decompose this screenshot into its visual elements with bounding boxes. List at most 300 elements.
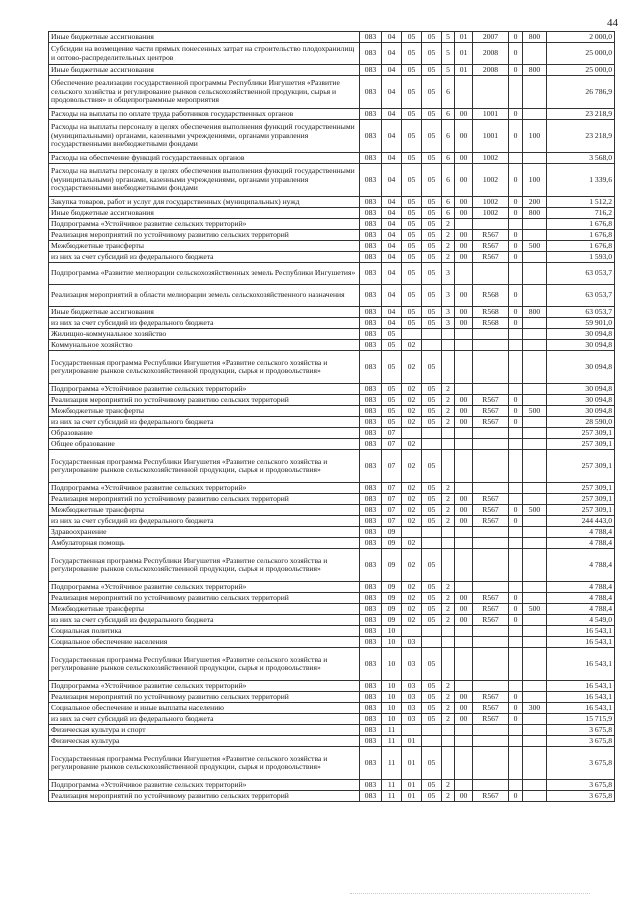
code-ministry: 083 bbox=[360, 538, 382, 549]
code-subsection: 05 bbox=[402, 164, 422, 197]
code-expense-type bbox=[523, 439, 547, 450]
code-program: 05 bbox=[422, 241, 442, 252]
code-subprogram: 3 bbox=[442, 318, 455, 329]
code-event: R567 bbox=[473, 593, 509, 604]
row-name: Иные бюджетные ассигнования bbox=[49, 32, 360, 43]
row-amount: 257 309,1 bbox=[547, 483, 615, 494]
row-name: Расходы на выплаты по оплате труда работников государственных органов bbox=[49, 109, 360, 120]
row-amount: 3 675,8 bbox=[547, 725, 615, 736]
code-event-suffix: 0 bbox=[509, 65, 523, 76]
code-event-group: 00 bbox=[455, 318, 473, 329]
code-event-suffix bbox=[509, 439, 523, 450]
code-event-suffix: 0 bbox=[509, 208, 523, 219]
code-subprogram bbox=[442, 340, 455, 351]
code-subprogram: 2 bbox=[442, 703, 455, 714]
code-expense-type bbox=[523, 637, 547, 648]
code-subsection bbox=[402, 725, 422, 736]
code-ministry: 083 bbox=[360, 307, 382, 318]
code-subprogram: 6 bbox=[442, 208, 455, 219]
row-amount: 4 788,4 bbox=[547, 582, 615, 593]
page-bottom-edge bbox=[350, 893, 590, 900]
code-expense-type bbox=[523, 494, 547, 505]
code-event bbox=[473, 384, 509, 395]
code-event-suffix bbox=[509, 76, 523, 109]
code-event bbox=[473, 450, 509, 483]
code-expense-type bbox=[523, 714, 547, 725]
code-event-group bbox=[455, 780, 473, 791]
code-ministry: 083 bbox=[360, 318, 382, 329]
row-name: Обеспечение реализации государственной программы Республики Ингушетия «Развитие сельского хозяйства и регулирование рынков сельскохозяйственной продукции, сырья и продовольствия» и общепрограммные мероприятия bbox=[49, 76, 360, 109]
code-event-group: 00 bbox=[455, 120, 473, 153]
code-program: 05 bbox=[422, 197, 442, 208]
code-ministry: 083 bbox=[360, 439, 382, 450]
code-event-group: 00 bbox=[455, 593, 473, 604]
table-row bbox=[49, 505, 615, 516]
code-event-suffix bbox=[509, 494, 523, 505]
code-event-group: 00 bbox=[455, 604, 473, 615]
code-program: 05 bbox=[422, 780, 442, 791]
code-subsection: 05 bbox=[402, 230, 422, 241]
code-program bbox=[422, 340, 442, 351]
code-event-group bbox=[455, 428, 473, 439]
code-event-group: 00 bbox=[455, 197, 473, 208]
code-ministry: 083 bbox=[360, 351, 382, 384]
table-row bbox=[49, 406, 615, 417]
code-event-group bbox=[455, 681, 473, 692]
code-event-group: 00 bbox=[455, 714, 473, 725]
budget-table-body bbox=[49, 32, 615, 802]
code-subprogram: 6 bbox=[442, 76, 455, 109]
code-event: R567 bbox=[473, 505, 509, 516]
code-subsection: 05 bbox=[402, 197, 422, 208]
row-name: Иные бюджетные ассигнования bbox=[49, 208, 360, 219]
code-event-group: 00 bbox=[455, 516, 473, 527]
row-amount: 30 094,8 bbox=[547, 340, 615, 351]
code-ministry: 083 bbox=[360, 417, 382, 428]
code-expense-type bbox=[523, 450, 547, 483]
code-event-group: 00 bbox=[455, 615, 473, 626]
row-amount: 16 543,1 bbox=[547, 681, 615, 692]
code-event-suffix: 0 bbox=[509, 516, 523, 527]
row-name: Расходы на выплаты персоналу в целях обеспечения выполнения функций государственными (муниципальными) органами, казенными учреждениями, органами управления государственными внебюджетными фондами bbox=[49, 120, 360, 153]
code-ministry: 083 bbox=[360, 494, 382, 505]
row-name: из них за счет субсидий из федерального бюджета bbox=[49, 615, 360, 626]
table-row bbox=[49, 32, 615, 43]
code-event: R567 bbox=[473, 714, 509, 725]
code-program: 05 bbox=[422, 615, 442, 626]
code-event-group: 01 bbox=[455, 65, 473, 76]
table-row bbox=[49, 428, 615, 439]
code-section: 04 bbox=[382, 43, 402, 65]
code-ministry: 083 bbox=[360, 406, 382, 417]
row-amount: 4 549,0 bbox=[547, 615, 615, 626]
code-ministry: 083 bbox=[360, 549, 382, 582]
code-program bbox=[422, 428, 442, 439]
row-name: Реализация мероприятий в области мелиорации земель сельскохозяйственного назначения bbox=[49, 285, 360, 307]
code-section: 10 bbox=[382, 692, 402, 703]
table-row bbox=[49, 549, 615, 582]
code-subprogram bbox=[442, 648, 455, 681]
code-subprogram bbox=[442, 428, 455, 439]
code-section: 05 bbox=[382, 417, 402, 428]
code-event-group: 00 bbox=[455, 703, 473, 714]
code-event-suffix bbox=[509, 351, 523, 384]
code-subsection: 05 bbox=[402, 153, 422, 164]
code-event-suffix bbox=[509, 384, 523, 395]
code-program: 05 bbox=[422, 285, 442, 307]
code-event-suffix bbox=[509, 725, 523, 736]
table-row bbox=[49, 582, 615, 593]
code-event-suffix bbox=[509, 263, 523, 285]
row-name: Государственная программа Республики Ингушетия «Развитие сельского хозяйства и регулирование рынков сельскохозяйственной продукции, сырья и продовольствия» bbox=[49, 747, 360, 780]
code-section: 05 bbox=[382, 395, 402, 406]
code-section: 10 bbox=[382, 681, 402, 692]
code-program: 05 bbox=[422, 549, 442, 582]
code-section: 04 bbox=[382, 285, 402, 307]
code-subprogram bbox=[442, 725, 455, 736]
table-row bbox=[49, 516, 615, 527]
code-program: 05 bbox=[422, 791, 442, 802]
code-ministry: 083 bbox=[360, 263, 382, 285]
code-subprogram: 3 bbox=[442, 307, 455, 318]
code-subsection: 02 bbox=[402, 439, 422, 450]
code-expense-type: 800 bbox=[523, 65, 547, 76]
code-event-suffix: 0 bbox=[509, 593, 523, 604]
code-subsection: 02 bbox=[402, 450, 422, 483]
code-subsection: 05 bbox=[402, 219, 422, 230]
code-subprogram: 2 bbox=[442, 516, 455, 527]
table-row bbox=[49, 527, 615, 538]
row-name: Амбулаторная помощь bbox=[49, 538, 360, 549]
table-row bbox=[49, 76, 615, 109]
page-number: 44 bbox=[607, 17, 618, 29]
row-name: Физическая культура и спорт bbox=[49, 725, 360, 736]
code-subsection: 05 bbox=[402, 307, 422, 318]
code-event: R567 bbox=[473, 791, 509, 802]
code-event-suffix: 0 bbox=[509, 32, 523, 43]
row-amount: 4 788,4 bbox=[547, 527, 615, 538]
code-subsection: 05 bbox=[402, 76, 422, 109]
code-expense-type bbox=[523, 791, 547, 802]
code-program: 05 bbox=[422, 417, 442, 428]
code-subsection: 05 bbox=[402, 208, 422, 219]
code-event-group: 00 bbox=[455, 164, 473, 197]
budget-table bbox=[48, 31, 615, 802]
table-row bbox=[49, 615, 615, 626]
row-amount: 16 543,1 bbox=[547, 703, 615, 714]
code-expense-type bbox=[523, 76, 547, 109]
code-program: 05 bbox=[422, 747, 442, 780]
code-section: 10 bbox=[382, 703, 402, 714]
code-expense-type bbox=[523, 516, 547, 527]
code-expense-type bbox=[523, 428, 547, 439]
code-event-suffix: 0 bbox=[509, 164, 523, 197]
code-section: 04 bbox=[382, 32, 402, 43]
row-amount: 16 543,1 bbox=[547, 626, 615, 637]
row-name: Подпрограмма «Устойчивое развитие сельских территорий» bbox=[49, 681, 360, 692]
table-row bbox=[49, 626, 615, 637]
code-event: 1002 bbox=[473, 153, 509, 164]
code-event bbox=[473, 483, 509, 494]
code-event-group: 00 bbox=[455, 208, 473, 219]
code-event bbox=[473, 76, 509, 109]
code-subprogram: 2 bbox=[442, 494, 455, 505]
code-section: 04 bbox=[382, 208, 402, 219]
code-event-suffix bbox=[509, 428, 523, 439]
code-event: R568 bbox=[473, 285, 509, 307]
code-event bbox=[473, 219, 509, 230]
row-name: Физическая культура bbox=[49, 736, 360, 747]
table-row bbox=[49, 43, 615, 65]
code-event-group bbox=[455, 76, 473, 109]
row-name: Реализация мероприятий по устойчивому развитию сельских территорий bbox=[49, 593, 360, 604]
code-program bbox=[422, 736, 442, 747]
code-subprogram: 2 bbox=[442, 604, 455, 615]
code-ministry: 083 bbox=[360, 329, 382, 340]
code-subsection: 02 bbox=[402, 505, 422, 516]
code-ministry: 083 bbox=[360, 65, 382, 76]
code-subprogram bbox=[442, 439, 455, 450]
code-event bbox=[473, 780, 509, 791]
code-section: 04 bbox=[382, 65, 402, 76]
code-expense-type bbox=[523, 549, 547, 582]
code-event: R567 bbox=[473, 494, 509, 505]
row-name: из них за счет субсидий из федерального бюджета bbox=[49, 516, 360, 527]
code-subprogram: 2 bbox=[442, 791, 455, 802]
code-event-group bbox=[455, 219, 473, 230]
code-expense-type bbox=[523, 252, 547, 263]
row-name: Иные бюджетные ассигнования bbox=[49, 307, 360, 318]
code-program: 05 bbox=[422, 384, 442, 395]
code-program: 05 bbox=[422, 32, 442, 43]
row-name: Государственная программа Республики Ингушетия «Развитие сельского хозяйства и регулирование рынков сельскохозяйственной продукции, сырья и продовольствия» bbox=[49, 549, 360, 582]
code-event-suffix bbox=[509, 549, 523, 582]
code-subsection: 01 bbox=[402, 747, 422, 780]
table-row bbox=[49, 109, 615, 120]
code-program: 05 bbox=[422, 263, 442, 285]
code-ministry: 083 bbox=[360, 703, 382, 714]
code-program: 05 bbox=[422, 351, 442, 384]
row-amount: 25 000,0 bbox=[547, 43, 615, 65]
code-expense-type bbox=[523, 527, 547, 538]
code-subprogram bbox=[442, 549, 455, 582]
code-expense-type bbox=[523, 285, 547, 307]
code-event: R567 bbox=[473, 406, 509, 417]
code-event-suffix: 0 bbox=[509, 395, 523, 406]
row-name: Расходы на выплаты персоналу в целях обеспечения выполнения функций государственными (муниципальными) органами, казенными учреждениями, органами управления государственными внебюджетными фондами bbox=[49, 164, 360, 197]
code-event-suffix: 0 bbox=[509, 703, 523, 714]
code-ministry: 083 bbox=[360, 43, 382, 65]
code-event bbox=[473, 637, 509, 648]
row-name: Подпрограмма «Развитие мелиорации сельскохозяйственных земель Республики Ингушетия» bbox=[49, 263, 360, 285]
code-subsection: 02 bbox=[402, 516, 422, 527]
code-event-group: 00 bbox=[455, 307, 473, 318]
code-event-suffix: 0 bbox=[509, 285, 523, 307]
code-program: 05 bbox=[422, 109, 442, 120]
row-name: Коммунальное хозяйство bbox=[49, 340, 360, 351]
code-section: 10 bbox=[382, 648, 402, 681]
code-subsection bbox=[402, 329, 422, 340]
code-section: 07 bbox=[382, 439, 402, 450]
row-amount: 1 512,2 bbox=[547, 197, 615, 208]
table-row bbox=[49, 593, 615, 604]
code-subsection: 05 bbox=[402, 241, 422, 252]
code-subsection bbox=[402, 428, 422, 439]
code-section: 09 bbox=[382, 527, 402, 538]
code-subprogram: 2 bbox=[442, 505, 455, 516]
code-program: 05 bbox=[422, 582, 442, 593]
code-program: 05 bbox=[422, 681, 442, 692]
code-event bbox=[473, 648, 509, 681]
code-expense-type bbox=[523, 681, 547, 692]
code-event-group bbox=[455, 340, 473, 351]
row-name: Расходы на обеспечение функций государственных органов bbox=[49, 153, 360, 164]
code-event bbox=[473, 582, 509, 593]
code-expense-type bbox=[523, 351, 547, 384]
row-name: Межбюджетные трансферты bbox=[49, 406, 360, 417]
row-name: Иные бюджетные ассигнования bbox=[49, 65, 360, 76]
code-subprogram: 6 bbox=[442, 164, 455, 197]
code-section: 07 bbox=[382, 483, 402, 494]
code-event-group bbox=[455, 329, 473, 340]
code-ministry: 083 bbox=[360, 593, 382, 604]
table-row bbox=[49, 714, 615, 725]
row-name: Государственная программа Республики Ингушетия «Развитие сельского хозяйства и регулирование рынков сельскохозяйственной продукции, сырья и продовольствия» bbox=[49, 648, 360, 681]
code-section: 09 bbox=[382, 582, 402, 593]
code-subprogram: 5 bbox=[442, 32, 455, 43]
code-ministry: 083 bbox=[360, 428, 382, 439]
code-program: 05 bbox=[422, 593, 442, 604]
code-section: 07 bbox=[382, 494, 402, 505]
code-subprogram bbox=[442, 736, 455, 747]
table-row bbox=[49, 153, 615, 164]
row-name: Жилищно-коммунальное хозяйство bbox=[49, 329, 360, 340]
row-amount: 16 543,1 bbox=[547, 637, 615, 648]
table-row bbox=[49, 736, 615, 747]
code-section: 05 bbox=[382, 406, 402, 417]
row-amount: 59 901,0 bbox=[547, 318, 615, 329]
code-subsection: 02 bbox=[402, 395, 422, 406]
code-subprogram: 5 bbox=[442, 43, 455, 65]
code-program: 05 bbox=[422, 692, 442, 703]
code-subsection: 02 bbox=[402, 351, 422, 384]
code-program: 05 bbox=[422, 483, 442, 494]
table-row bbox=[49, 538, 615, 549]
code-section: 04 bbox=[382, 263, 402, 285]
table-row bbox=[49, 65, 615, 76]
table-row bbox=[49, 340, 615, 351]
code-expense-type: 200 bbox=[523, 197, 547, 208]
row-amount: 1 676,8 bbox=[547, 230, 615, 241]
code-subsection: 03 bbox=[402, 681, 422, 692]
code-subprogram bbox=[442, 747, 455, 780]
code-event-suffix bbox=[509, 648, 523, 681]
code-event-group bbox=[455, 626, 473, 637]
code-event-suffix: 0 bbox=[509, 318, 523, 329]
row-name: Социальное обеспечение населения bbox=[49, 637, 360, 648]
row-name: Подпрограмма «Устойчивое развитие сельских территорий» bbox=[49, 483, 360, 494]
code-subprogram: 2 bbox=[442, 406, 455, 417]
table-row bbox=[49, 780, 615, 791]
code-ministry: 083 bbox=[360, 648, 382, 681]
code-ministry: 083 bbox=[360, 714, 382, 725]
row-amount: 257 309,1 bbox=[547, 439, 615, 450]
code-subprogram: 2 bbox=[442, 593, 455, 604]
table-row bbox=[49, 648, 615, 681]
code-event-group bbox=[455, 263, 473, 285]
code-ministry: 083 bbox=[360, 76, 382, 109]
code-ministry: 083 bbox=[360, 791, 382, 802]
code-program: 05 bbox=[422, 494, 442, 505]
code-event-suffix: 0 bbox=[509, 714, 523, 725]
code-program: 05 bbox=[422, 505, 442, 516]
code-event-suffix bbox=[509, 340, 523, 351]
row-amount: 2 000,0 bbox=[547, 32, 615, 43]
code-section: 04 bbox=[382, 252, 402, 263]
code-subsection: 02 bbox=[402, 615, 422, 626]
code-subsection: 02 bbox=[402, 538, 422, 549]
code-expense-type bbox=[523, 230, 547, 241]
code-subprogram bbox=[442, 626, 455, 637]
code-program: 05 bbox=[422, 230, 442, 241]
code-event-suffix: 0 bbox=[509, 307, 523, 318]
code-event-group: 00 bbox=[455, 241, 473, 252]
table-row bbox=[49, 494, 615, 505]
code-event: R567 bbox=[473, 516, 509, 527]
code-event bbox=[473, 351, 509, 384]
code-subsection: 05 bbox=[402, 252, 422, 263]
table-row bbox=[49, 450, 615, 483]
row-name: Межбюджетные трансферты bbox=[49, 604, 360, 615]
code-event bbox=[473, 747, 509, 780]
code-ministry: 083 bbox=[360, 219, 382, 230]
code-event-suffix bbox=[509, 527, 523, 538]
code-program: 05 bbox=[422, 208, 442, 219]
code-event-suffix: 0 bbox=[509, 197, 523, 208]
code-section: 07 bbox=[382, 505, 402, 516]
code-event-suffix: 0 bbox=[509, 241, 523, 252]
code-event-group bbox=[455, 736, 473, 747]
row-amount: 15 715,9 bbox=[547, 714, 615, 725]
code-event: 1001 bbox=[473, 120, 509, 153]
code-subsection: 02 bbox=[402, 494, 422, 505]
code-ministry: 083 bbox=[360, 692, 382, 703]
code-expense-type bbox=[523, 417, 547, 428]
code-event: 1002 bbox=[473, 197, 509, 208]
row-name: Подпрограмма «Устойчивое развитие сельских территорий» bbox=[49, 384, 360, 395]
code-subsection: 03 bbox=[402, 637, 422, 648]
table-row bbox=[49, 395, 615, 406]
code-event-suffix bbox=[509, 747, 523, 780]
row-name: Межбюджетные трансферты bbox=[49, 505, 360, 516]
row-name: Реализация мероприятий по устойчивому развитию сельских территорий bbox=[49, 395, 360, 406]
code-event bbox=[473, 527, 509, 538]
code-subsection: 01 bbox=[402, 736, 422, 747]
row-name: Здравоохранение bbox=[49, 527, 360, 538]
code-event: 2008 bbox=[473, 43, 509, 65]
code-event: R567 bbox=[473, 241, 509, 252]
code-event-group bbox=[455, 384, 473, 395]
code-subprogram: 6 bbox=[442, 153, 455, 164]
code-event-suffix bbox=[509, 637, 523, 648]
row-name: Субсидии на возмещение части прямых понесенных затрат на строительство плодохранилищ и оптово-распределительных центров bbox=[49, 43, 360, 65]
code-event: R567 bbox=[473, 604, 509, 615]
code-event-suffix: 0 bbox=[509, 615, 523, 626]
code-ministry: 083 bbox=[360, 241, 382, 252]
code-expense-type bbox=[523, 318, 547, 329]
code-expense-type bbox=[523, 43, 547, 65]
code-event-group bbox=[455, 351, 473, 384]
